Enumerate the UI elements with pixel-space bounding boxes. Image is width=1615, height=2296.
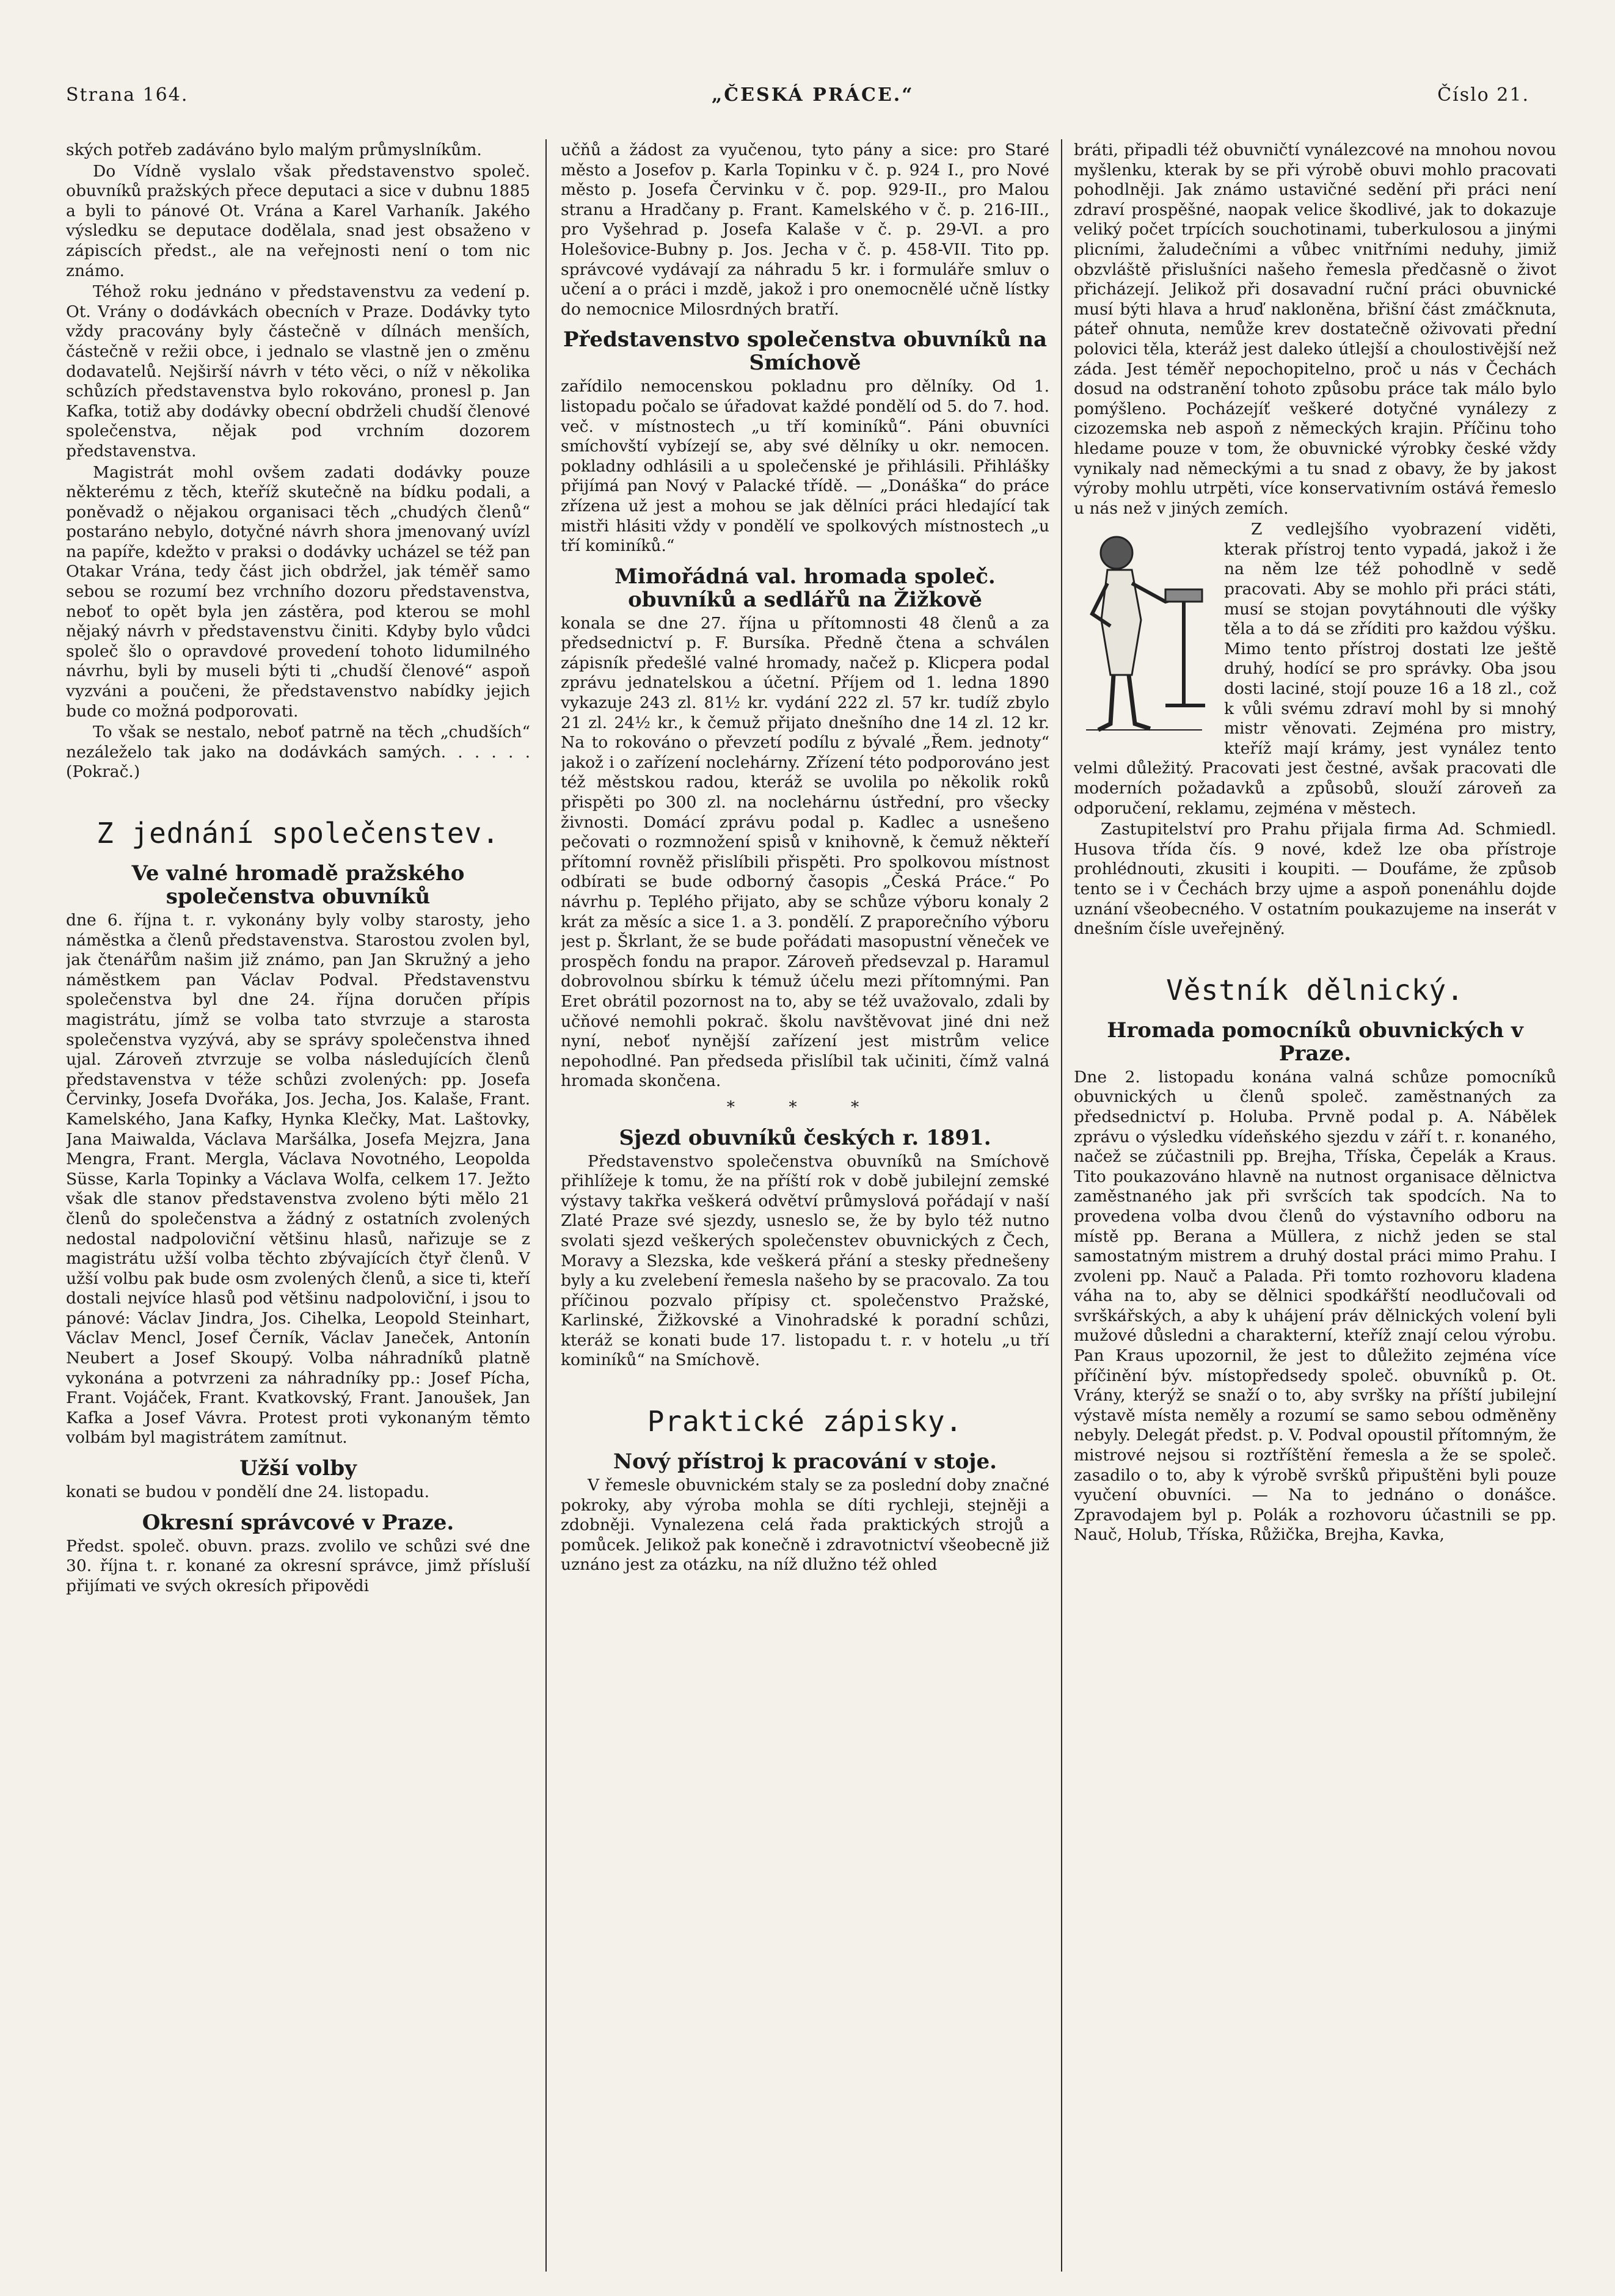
section-heading: Praktické zápisky. (647, 1405, 963, 1438)
paragraph: konati se budou v pondělí dne 24. listopadu. (66, 1482, 430, 1502)
section-heading: Z jednání společenstev. (97, 817, 500, 850)
shoemaker-illustration (1074, 522, 1214, 736)
paragraph: Dne 2. listopadu konána valná schůze pomocníků obuvnických u členů společ. zaměstnaných za předsednictví p. Holuba. Prvně podal p. A. Nábělek zprávu o výsledku vídeňského sjezdu v září t. r. konaného, načež se zúčastnili pp. Brejha, Tříska, Čepelák a Kraus. Tito poukazováno hlavně na nutnost organisace dělnictva zaměstnaného jak při svršcích tak spodcích. Na to provedena volba dvou členů do výstavního odboru na místě pp. Berana a Müllera, z nichž jeden se stal samostatným mistrem a druhý dostal práci mimo Prahu. I zvoleni pp. Nauč a Palada. Při tomto rozhovoru kladena váha na to, aby se dělnici spodkářští neodlučovali od svrškářských, a aby k uhájení práv dělnických volení byli mužové důsledni a charakterní, kteříž znají celou výrobu. Pan Kraus upozornil, že jest to důležito zejména více příčinění býv. místopředsedy společ. obuvníků p. Ot. Vrány, kterýž se snaží o to, aby svršky na příští jubilejní výstavě místa neměly a rozumí se samo sebou odměněny nebyly. Delegát předst. p. V. Podval opoustil přítomným, že mistrové nejsou si roztříštění řemesla a že se společ. zasadilo o to, aby k výrobě svršků připuštěni byli pouze vyučení obuvníci. — Na to jednáno o donášce. Zpravodajem byl p. Polák a rozhovoru účastnili se pp. Nauč, Holub, Tříska, Růžička, Brejha, Kavka, (1074, 1067, 1556, 1545)
article-heading: Ve valné hromadě pražského společenstva obuvníků (131, 861, 465, 909)
separator-stars: * * * (726, 1097, 884, 1117)
column-rule (545, 139, 547, 2272)
page-header (66, 84, 1529, 115)
article-heading: Nový přístroj k pracování v stoje. (613, 1449, 997, 1474)
paragraph: Zastupitelství pro Prahu přijala firma Ad. Schmiedl. Husova třída čís. 9 nové, kdež lze oba přístroje prohlédnouti, zkusiti i koupiti. — Doufáme, že způsob tento se i v Čechách brzy ujme a aspoň ponenáhlu dojde uznání všeobecného. V ostatním poukazujeme na inserát v dnešním čísle uveřejněný. (1074, 820, 1556, 939)
article-heading: Užší volby (239, 1456, 357, 1481)
paragraph: Předst. společ. obuvn. prazs. zvolilo ve schůzi své dne 30. října t. r. konané za okresní správce, jimž přísluší přijímati ve svých okresích připovědi (66, 1536, 530, 1595)
paragraph: Do Vídně vyslalo však představenstvo společ. obuvníků pražských přece deputaci a sice v dubnu 1885 a byli to pánové Ot. Vrána a Karel Varhaník. Jakého výsledku se deputace dodělala, snad jest obsaženo v zápiscích předst., ale na veřejnosti není o tom nic známo. (66, 161, 530, 280)
paragraph: bráti, připadli též obuvničtí vynálezcové na mnohou novou myšlenku, kterak by se při výrobě obuvi mohlo pracovati pohodlněji. Jak známo ustavičné sedění při práci není zdraví prospěšné, naopak velice škodlivé, jak to dokazuje veliký počet trpících souchotinami, tuberkulosou a jinými plicními, žaludečními a vůbec vnitřními neduhy, jimiž obzvláště přislušníci našeho řemesla předčasně o život přicházejí. Jelikož při dosavadní ruční práci obuvnické musí býti hlava a hruď nakloněna, břišní část zmáčknuta, páteř ohnuta, nemůže krev dostatečně oživovati přední polovici těla, kteráž jest daleko útlejší a choulostivější než záda. Jest téměř nepochopitelno, proč u nás v Čechách dosud na odstranění tohoto způsobu práce tak málo bylo pomýšleno. Pocházejíť veškeré dotyčné vynálezy z cizozemska neb aspoň z německých krajin. Příčinu toho hledame pouze v tom, že obuvnické výrobky české vždy vynikaly nad německými a tu snad z obavy, že by jakost výroby mohlu utrpěti, více konservativním ostává řemeslo u nás než v jiných zemích. (1074, 140, 1556, 518)
column-1 (66, 140, 530, 2272)
section-heading: Věstník dělnický. (1166, 973, 1464, 1007)
paragraph: Magistrát mohl ovšem zadati dodávky pouze některému z těch, kteříž skutečně na bídku podali, a poněvadž o nějakou organisaci těch „chudých členů“ postaráno nebylo, dotyčné návrh shora jmenovaný uvízl na papíře, kdežto v praksi o dodávky ucházel se též pan Otakar Vrána, tedy část jich obdržel, jak téměř samo sebou se rozumí bez vrchního dozoru představenstva, neboť to opět byla jen zástěra, pod kterou se mohl nějaký návrh v představenstvu činiti. Kdyby bylo vůdci společ šlo o opravdové provedení tohoto lidumilného návrhu, byli by museli býti ti „chudší členové“ aspoň vyzváni a poučeni, že představenstvo nabídky jejich bude co možná podporovati. (66, 462, 530, 721)
paragraph: dne 6. října t. r. vykonány byly volby starosty, jeho náměstka a členů představenstva. Starostou zvolen byl, jak čtenářům našim již známo, pan Jan Skružný a jeho náměstkem pan Václav Podval. Představenstvu společenstva byl dne 24. října doručen přípis magistrátu, jímž se volba tato stvrzuje a starosta společenstva vyzývá, aby se správy společenstva ihned ujal. Zároveň ztvrzuje se volba následujících členů představenstva v téže schůzi zvolených: pp. Josefa Červinky, Josefa Dvořáka, Jos. Jecha, Jos. Kalaše, Frant. Kamelského, Jana Kafky, Hynka Klečky, Mat. Laštovky, Jana Maiwalda, Václava Maršálka, Josefa Mejzra, Jana Mengra, Frant. Mergla, Václava Novotného, Leopolda Süsse, Karla Topinky a Václava Wolfa, celkem 17. Ježto však dle stanov představenstva zvoleno býti mělo 21 členů do společenstva a žádný z ostatních zvolených nedostal nadpoloviční většinu hlasů, nařizuje se z magistrátu užší volba těchto zbývajících čtyř členů. V užší volbu pak bude osm zvolených členů, a sice ti, kteří dostali nejvíce hlasů pod většinu nadpoloviční, i jsou to pánové: Václav Jindra, Jos. Cihelka, Leopold Steinhart, Václav Mencl, Josef Černík, Václav Janeček, Antonín Neubert a Josef Skoupý. Volba náhradníků platně vykonána a potvrzeni za náhradníky pp.: Josef Pícha, Frant. Vojáček, Frant. Kvatkovský, Frant. Janoušek, Jan Kafka a Josef Vávra. Protest proti vykonaným těmto volbám byl magistrátem zamítnut. (66, 911, 530, 1448)
column-rule (1061, 139, 1062, 2272)
paragraph: ských potřeb zadáváno bylo malým průmyslníkům. (66, 140, 482, 159)
paragraph: konala se dne 27. října u přítomnosti 48 členů a za předsednictví p. F. Bursíka. Předně čtena a schválen zápisník předešlé valné hromady, načež p. Klicpera podal zprávu jednatelskou a účetní. Příjem od 1. ledna 1890 vykazuje 243 zl. 81½ kr. vydání 222 zl. 57 kr. tudíž zbylo 21 zl. 24½ kr., k čemuž přijato dnešního dne 14 zl. 12 kr. Na to rokováno o převzetí podílu z bývalé „Řem. jednoty“ jakož i o zařízení noclehárny. Zřízení této podporováno jest též městskou radou, kteráž se uvolila po několik roků přispěti po 300 zl. na noclehárnu ústřední, pro všecky živnosti. Domácí zprávu podal p. Kadlec a usnešeno pečovati o rozmnožení spisů v knihovně, k čemuž někteří přítomní rovněž přislíbili přispěti. Pro spolkovou místnost odbírati se bude odborný časopis „Česká Práce.“ Po návrhu p. Teplého přijato, aby se schůze výboru konaly 2 krát za měsíc a sice 1. a 3. pondělí. Z praporečního výboru jest p. Škrlant, že se bude pořádati masopustní věneček ve prospěch fondu na prapor. Zároveň předsevzal p. Haramul dobrovolnou sbírku k témuž účelu mezi přítomnými. Pan Eret obrátil pozornost na to, aby se též uvažovalo, zdali by učňové nemohli pokrač. školu navštěvovat jiné dni než nyní, neboť nynější zařízení jest mistrům velice nepohodlné. Pan předseda přislíbil tak učiniti, čímž valná hromada skončena. (561, 613, 1049, 1091)
article-heading: Hromada pomocníků obuvnických v Praze. (1107, 1018, 1523, 1066)
paragraph: V řemesle obuvnickém staly se za poslední doby značné pokroky, aby výroba mohla se díti rychleji, stejněji a zdobněji. Vynalezena celá řada praktických strojů a pomůcek. Jelikož pak konečně i zdravotnictví všeobecně již uznáno jest za otázku, na níž dlužno též ohled (561, 1476, 1049, 1575)
paragraph: učňů a žádost za vyučenou, tyto pány a sice: pro Staré město a Josefov p. Karla Topinku v č. p. 924 I., pro Nové město p. Josefa Červinku v č. pop. 929-II., pro Malou stranu a Hradčany p. Frant. Kamelského v č. p. 216-III., pro Vyšehrad p. Josefa Kalaše v č. p. 29-VI. a pro Holešovice-Bubny p. Jos. Jecha v č. p. 458-VII. Tito pp. správcové vydávají za náhradu 5 kr. i formuláře smluv o učení a o práci i mzdě, jakož i pro onemocnělé učně lístky do nemocnice Milosrdných bratří. (561, 140, 1049, 319)
paragraph: Představenstvo společenstva obuvníků na Smíchově přihlížeje k tomu, že na příští rok v době jubilejní zemské výstavy takřka veškerá odvětví průmyslová pořádají v naší Zlaté Praze své sjezdy, usneslo se, že by bylo též nutno svolati sjezd veškerých společenstev obuvnických z Čech, Moravy a Slezska, kde veškerá přání a stesky přednešeny byly a ku zvelebení řemesla našeho by se pracovalo. Za tou příčinou pozvalo přípisy ct. společenstvo Pražské, Karlinské, Žižkovské a Vinohradské k poradní schůzi, kteráž se konati bude 17. listopadu t. r. v hotelu „u tří kominíků“ na Smíchově. (561, 1151, 1049, 1370)
article-heading: Představenstvo společenstva obuvníků na Smíchově (563, 327, 1048, 376)
paragraph: Téhož roku jednáno v představenstvu za vedení p. Ot. Vrány o dodávkách obecních v Praze. Dodávky tyto vždy pracovány byly částečně v dílnách menších, částečně v režii obce, i jednalo se vlastně jen o změnu dodavatelů. Nejširší návrh v této věci, o níž v několika schůzích představenstva bylo rokováno, pronesl p. Jan Kafka, totiž aby dodávky obecní obdrželi chudší členové společenstva, nějak pod vrchním dozorem představenstva. (66, 282, 530, 461)
paragraph: zařídilo nemocenskou pokladnu pro dělníky. Od 1. listopadu počalo se úřadovat každé pondělí od 5. do 7. hod. več. v místnostech „u tří kominíků“. Páni obuvníci smíchovští vybízejí se, aby své dělníky u okr. nemocen. pokladny odhlásili a u společenské je přihlásili. Přihlášky přijímá pan Nový v Palacké třídě. — „Donáška“ do práce zřízena už jest a mohou se jak dělníci práci hledající tak mistři hlásiti vždy v pondělí ve spolkových místnostech „u tří kominíků.“ (561, 377, 1049, 556)
column-3 (1074, 140, 1556, 2272)
issue-number: Číslo 21. (1437, 84, 1529, 106)
article-heading: Sjezd obuvníků českých r. 1891. (619, 1125, 991, 1150)
article-heading: Mimořádná val. hromada společ. obuvníků a sedlářů na Žižkově (614, 564, 996, 612)
paragraph: Z vedlejšího vyobrazení viděti, kterak přístroj tento vypadá, jakož i že na něm lze též pohodlně v sedě pracovati. Aby se mohlo při práci státi, musí se stojan povytáhnouti dle výšky těla a to dá se zříditi pro každou výšku. Mimo tento přístroj dostati lze ještě druhý, hodící se pro správky. Oba jsou dosti laciné, stojí pouze 16 a 18 zl., což k vůli svému zdraví mohl by si mnohý mistr věnovati. Zejména pro mistry, kteříž mají krámy, jest vynález tento velmi důležitý. Pracovati jest čestné, avšak pracovati dle moderních požadavků a způsobů, slouží zároveň za odporučení, reklamu, zejména v městech. (1074, 520, 1556, 818)
journal-title: „ČESKÁ PRÁCE.“ (712, 84, 914, 106)
page-number: Strana 164. (66, 84, 189, 106)
figure-block (1074, 520, 1556, 820)
column-2 (561, 140, 1049, 2272)
article-heading: Okresní správcové v Praze. (142, 1510, 454, 1535)
paragraph: To však se nestalo, neboť patrně na těch „chudších“ nezáleželo tak jako na dodávkách samých. . . . . . (Pokrač.) (66, 723, 530, 782)
